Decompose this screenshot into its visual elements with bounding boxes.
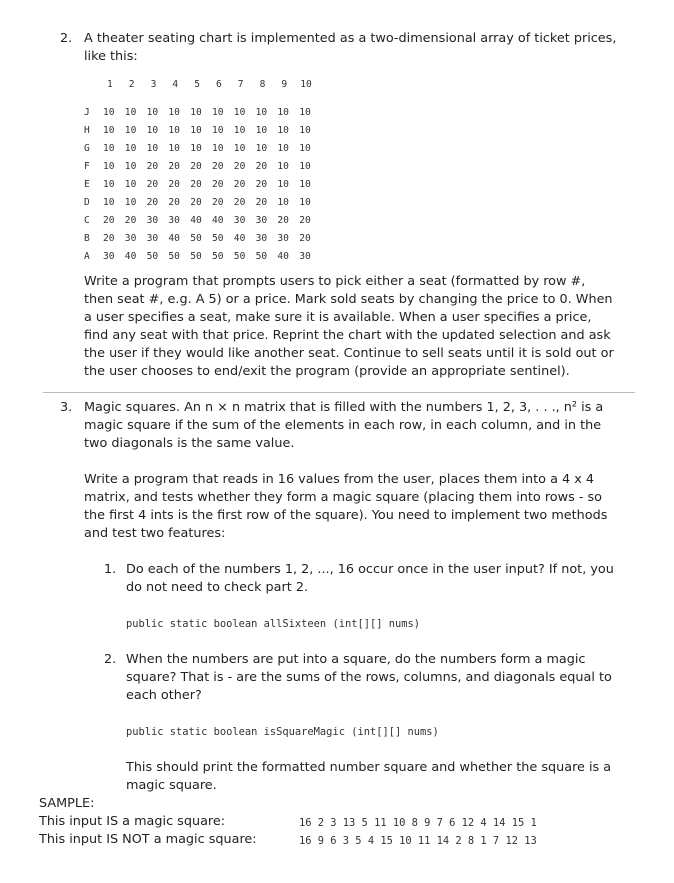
seat-price: 50	[146, 251, 159, 262]
seat-price: 10	[277, 197, 289, 208]
row-label: B	[84, 233, 90, 244]
row-label: G	[84, 143, 90, 154]
seat-price: 10	[233, 125, 246, 136]
seat-price: 20	[146, 161, 159, 172]
sample-row-magic	[39, 813, 225, 831]
seat-price: 30	[124, 233, 137, 244]
text-line: each other?	[126, 688, 202, 703]
seat-price: 20	[124, 215, 137, 226]
text-line: Do each of the numbers 1, 2, ..., 16 occur once in the user input? If not, you	[126, 562, 614, 577]
seat-price: 10	[103, 197, 115, 208]
seat-price: 40	[212, 215, 224, 226]
seat-price: 20	[168, 197, 180, 208]
text-line: When the numbers are put into a square, do the numbers form a magic	[126, 652, 586, 667]
item-1-number: 1.	[104, 562, 117, 577]
text-line: the first 4 ints is the first row of the square). You need to implement two methods	[84, 508, 608, 523]
seat-price: 20	[277, 215, 289, 226]
seat-price: 10	[190, 125, 202, 136]
column-number: 8	[259, 79, 266, 90]
seat-price: 10	[277, 179, 289, 190]
seat-price: 50	[190, 233, 202, 244]
seat-price: 30	[168, 215, 180, 226]
problem-2-intro	[84, 30, 616, 66]
seat-price: 50	[190, 251, 202, 262]
seat-price: 10	[212, 125, 224, 136]
text-line: and test two features:	[84, 526, 226, 541]
seat-price: 10	[277, 107, 289, 118]
text-line: A theater seating chart is implemented as a two-dimensional array of ticket prices,	[84, 31, 617, 46]
text-line: Write a program that reads in 16 values from the user, places them into a 4 x 4	[84, 472, 594, 487]
sample-label: This input IS a magic square:	[39, 814, 226, 829]
seat-price: 20	[212, 197, 224, 208]
seat-price: 20	[103, 215, 115, 226]
seat-price: 10	[146, 125, 159, 136]
row-label: A	[84, 251, 90, 262]
row-label: F	[84, 161, 90, 172]
sample-row-not-magic	[39, 831, 257, 849]
column-number: 10	[300, 79, 312, 90]
item-2-text	[126, 651, 612, 705]
seat-price: 10	[299, 179, 311, 190]
problem-3-body	[84, 471, 607, 543]
seat-price: 10	[233, 107, 246, 118]
seat-price: 10	[103, 179, 115, 190]
column-number: 4	[172, 79, 179, 90]
seat-price: 30	[103, 251, 115, 262]
text-line: the user chooses to end/exit the program (provide an appropriate sentinel).	[84, 364, 570, 379]
text-line: Magic squares. An n × n matrix that is filled with the numbers 1, 2, 3, . . ., n² is a	[84, 400, 604, 415]
seat-price: 10	[124, 125, 137, 136]
seat-price: 20	[190, 197, 202, 208]
seat-price: 10	[146, 143, 159, 154]
row-label: H	[84, 125, 90, 136]
seat-price: 10	[103, 107, 115, 118]
column-number: 7	[237, 79, 244, 90]
seat-price: 30	[146, 233, 159, 244]
seat-price: 40	[277, 251, 289, 262]
seat-price: 10	[255, 125, 268, 136]
column-number: 6	[216, 79, 222, 90]
seat-price: 20	[299, 215, 311, 226]
seat-price: 30	[299, 251, 311, 262]
seat-price: 20	[103, 233, 115, 244]
seat-price: 30	[277, 233, 289, 244]
seat-price: 10	[255, 107, 268, 118]
text-line: like this:	[84, 49, 138, 64]
seat-price: 10	[233, 143, 246, 154]
seat-price: 10	[212, 107, 224, 118]
seat-price: 10	[299, 107, 311, 118]
seat-price: 20	[168, 161, 180, 172]
section-divider	[43, 392, 635, 393]
item-2-number: 2.	[104, 652, 117, 667]
seat-price: 10	[190, 107, 202, 118]
seat-price: 10	[277, 125, 289, 136]
seat-price: 20	[233, 161, 246, 172]
sample-heading: SAMPLE:	[39, 796, 95, 811]
seat-price: 20	[255, 179, 268, 190]
text-line: This should print the formatted number square and whether the square is a	[126, 760, 612, 775]
text-line: Write a program that prompts users to pick either a seat (formatted by row #,	[84, 274, 586, 289]
problem-3-number: 3.	[60, 400, 73, 415]
seat-price: 10	[168, 107, 180, 118]
text-line: the user if they would like another seat. Continue to sell seats until it is sold out or	[84, 346, 614, 361]
row-label: J	[84, 107, 90, 118]
item-2-after-text	[126, 759, 611, 795]
seat-price: 10	[103, 125, 115, 136]
seat-price: 10	[299, 197, 311, 208]
seat-price: 10	[103, 143, 115, 154]
text-line: then seat #, e.g. A 5) or a price. Mark sold seats by changing the price to 0. When	[84, 292, 613, 307]
seat-price: 20	[299, 233, 311, 244]
method-signature-allsixteen: public static boolean allSixteen (int[][] nums)	[126, 618, 421, 630]
seat-price: 30	[146, 215, 159, 226]
seat-price: 20	[190, 179, 202, 190]
row-label: E	[84, 179, 90, 190]
seat-price: 20	[146, 197, 159, 208]
seat-price: 40	[124, 251, 137, 262]
seat-price: 10	[103, 161, 115, 172]
column-number: 3	[150, 79, 157, 90]
seat-price: 10	[146, 107, 159, 118]
seat-price: 10	[255, 143, 268, 154]
sample-values-not-magic: 16 9 6 3 5 4 15 10 11 14 2 8 1 7 12 13	[299, 835, 537, 847]
seat-price: 50	[212, 233, 224, 244]
problem-3-intro	[84, 399, 603, 453]
item-1-text	[126, 561, 614, 597]
seat-price: 20	[255, 197, 268, 208]
seat-price: 20	[255, 161, 268, 172]
method-signature-issquaremagic: public static boolean isSquareMagic (int[][] nums)	[126, 726, 439, 738]
seat-price: 10	[124, 161, 137, 172]
column-number: 5	[194, 79, 200, 90]
seat-price: 10	[124, 107, 137, 118]
seat-price: 10	[277, 143, 289, 154]
sample-label: This input IS NOT a magic square:	[39, 832, 257, 847]
row-label: C	[84, 215, 90, 226]
seat-price: 10	[168, 125, 180, 136]
seat-price: 10	[299, 143, 311, 154]
seat-price: 10	[124, 143, 137, 154]
seat-price: 30	[233, 215, 246, 226]
seat-price: 50	[255, 251, 268, 262]
problem-2-body	[84, 273, 614, 381]
seat-price: 10	[299, 125, 311, 136]
seat-price: 50	[212, 251, 224, 262]
seat-price: 10	[299, 161, 311, 172]
seat-price: 10	[190, 143, 202, 154]
text-line: two diagonals is the same value.	[84, 436, 295, 451]
column-number: 9	[281, 79, 288, 90]
text-line: a user specifies a seat, make sure it is available. When a user specifies a price,	[84, 310, 592, 325]
seat-price: 20	[212, 161, 224, 172]
text-line: find any seat with that price. Reprint the chart with the updated selection and ask	[84, 328, 611, 343]
row-label: D	[84, 197, 90, 208]
seat-price: 20	[146, 179, 159, 190]
seat-price: 10	[124, 197, 137, 208]
seat-price: 20	[190, 161, 202, 172]
seat-price: 30	[255, 233, 268, 244]
seat-price: 20	[168, 179, 180, 190]
seat-price: 10	[124, 179, 137, 190]
seat-price: 20	[233, 197, 246, 208]
text-line: square? That is - are the sums of the rows, columns, and diagonals equal to	[126, 670, 612, 685]
seat-price: 10	[277, 161, 289, 172]
text-line: magic square if the sum of the elements in each row, in each column, and in the	[84, 418, 602, 433]
seat-price: 10	[168, 143, 180, 154]
column-number: 2	[128, 79, 135, 90]
seat-price: 40	[190, 215, 202, 226]
column-number: 1	[107, 79, 113, 90]
seat-price: 50	[168, 251, 180, 262]
seat-price: 40	[233, 233, 246, 244]
seat-price: 30	[255, 215, 268, 226]
text-line: do not need to check part 2.	[126, 580, 309, 595]
text-line: magic square.	[126, 778, 217, 793]
seat-price: 50	[233, 251, 246, 262]
seat-price: 20	[233, 179, 246, 190]
sample-values-magic: 16 2 3 13 5 11 10 8 9 7 6 12 4 14 15 1	[299, 817, 537, 829]
seat-price: 10	[212, 143, 224, 154]
text-line: matrix, and tests whether they form a magic square (placing them into rows - so	[84, 490, 603, 505]
seat-price: 40	[168, 233, 180, 244]
problem-2-number: 2.	[60, 31, 73, 46]
seat-price: 20	[212, 179, 224, 190]
